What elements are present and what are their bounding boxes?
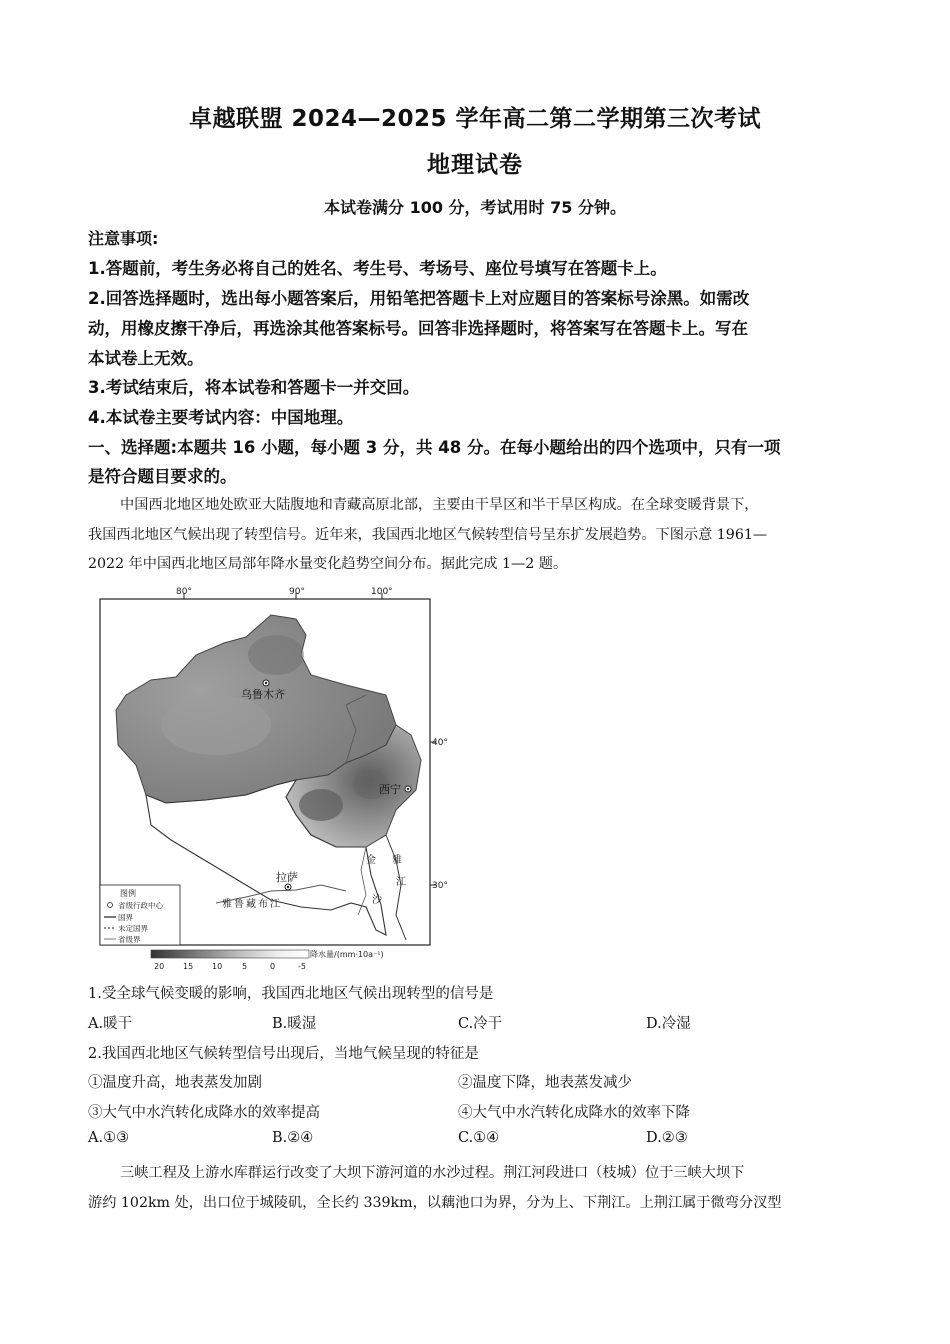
scale-tick: 20 bbox=[154, 962, 165, 971]
note-line: 1.答题前，考生务必将自己的姓名、考生号、考场号、座位号填写在答题卡上。 bbox=[88, 259, 667, 278]
precipitation-trend-map bbox=[96, 585, 448, 975]
city-label-lhasa: 拉萨 bbox=[276, 871, 298, 884]
scale-tick: -5 bbox=[298, 962, 306, 971]
section-heading: 是符合题目要求的。 bbox=[88, 467, 237, 486]
statement: ①温度升高，地表蒸发加剧 bbox=[88, 1075, 262, 1091]
lon-label: 80° bbox=[176, 587, 192, 597]
statement: ③大气中水汽转化成降水的效率提高 bbox=[88, 1105, 320, 1121]
city-label-urumqi: 乌鲁木齐 bbox=[241, 688, 285, 701]
exam-title: 卓越联盟 2024—2025 学年高二第二学期第三次考试 bbox=[188, 106, 762, 132]
scale-tick: 10 bbox=[212, 962, 223, 971]
passage-line: 三峡工程及上游水库群运行改变了大坝下游河道的水沙过程。荆江河段进口（枝城）位于三峡大坝下 bbox=[120, 1165, 745, 1181]
river-label: 沙 bbox=[372, 895, 382, 906]
note-line: 动，用橡皮擦干净后，再选涂其他答案标号。回答非选择题时，将答案写在答题卡上。写在 bbox=[88, 319, 748, 338]
passage-line: 中国西北地区地处欧亚大陆腹地和青藏高原北部，主要由干旱区和半干旱区构成。在全球变暖背景下， bbox=[120, 497, 759, 513]
lat-label: 40° bbox=[432, 738, 448, 748]
river-label: 雅鲁藏布江 bbox=[222, 899, 282, 910]
legend-item: 省级行政中心 bbox=[118, 901, 163, 910]
legend-item: 未定国界 bbox=[118, 924, 148, 933]
answer-option: C.①④ bbox=[458, 1130, 500, 1146]
statement: ④大气中水汽转化成降水的效率下降 bbox=[458, 1105, 690, 1121]
lon-label: 100° bbox=[371, 587, 393, 597]
city-label-xining: 西宁 bbox=[379, 783, 401, 796]
answer-option: D.冷湿 bbox=[646, 1016, 691, 1032]
notes-heading: 注意事项: bbox=[88, 229, 159, 248]
answer-option: A.暖干 bbox=[88, 1016, 133, 1032]
note-line: 3.考试结束后，将本试卷和答题卡一并交回。 bbox=[88, 378, 420, 397]
passage-line: 游约 102km 处，出口位于城陵矶，全长约 339km，以藕池口为界，分为上、下荆江。上荆江属于微弯分汊型 bbox=[88, 1195, 782, 1211]
answer-option: C.冷干 bbox=[458, 1016, 503, 1032]
legend-item: 省级界 bbox=[118, 935, 141, 944]
river-label: 金 bbox=[366, 855, 376, 866]
legend-title: 图例 bbox=[120, 889, 136, 898]
answer-option: D.②③ bbox=[646, 1130, 688, 1146]
section-heading: 一、选择题:本题共 16 小题，每小题 3 分，共 48 分。在每小题给出的四个选项中，只有一项 bbox=[88, 438, 781, 457]
note-line: 本试卷上无效。 bbox=[88, 349, 204, 368]
exam-subtitle: 地理试卷 bbox=[427, 152, 523, 178]
question-stem: 1.受全球气候变暖的影响，我国西北地区气候出现转型的信号是 bbox=[88, 986, 494, 1002]
lon-label: 90° bbox=[289, 587, 305, 597]
legend-item: 国界 bbox=[118, 913, 133, 922]
scale-tick: 0 bbox=[270, 962, 276, 971]
precipitation-scale-bar bbox=[151, 950, 309, 958]
lat-label: 30° bbox=[432, 881, 448, 891]
question-stem: 2.我国西北地区气候转型信号出现后，当地气候呈现的特征是 bbox=[88, 1046, 479, 1062]
exam-info: 本试卷满分 100 分，考试用时 75 分钟。 bbox=[324, 198, 626, 217]
answer-option: B.暖湿 bbox=[272, 1016, 317, 1032]
scale-tick: 15 bbox=[183, 962, 194, 971]
answer-option: B.②④ bbox=[272, 1130, 314, 1146]
scale-tick: 5 bbox=[242, 962, 248, 971]
passage-line: 2022 年中国西北地区局部年降水量变化趋势空间分布。据此完成 1—2 题。 bbox=[88, 556, 568, 572]
river-label: 雅 bbox=[392, 855, 402, 866]
answer-option: A.①③ bbox=[88, 1130, 130, 1146]
statement: ②温度下降，地表蒸发减少 bbox=[458, 1075, 632, 1091]
note-line: 2.回答选择题时，选出每小题答案后，用铅笔把答题卡上对应题目的答案标号涂黑。如需改 bbox=[88, 289, 750, 308]
river-label: 江 bbox=[396, 877, 406, 888]
scale-label: 降水量/(mm·10a⁻¹) bbox=[310, 950, 384, 959]
note-line: 4.本试卷主要考试内容：中国地理。 bbox=[88, 408, 354, 427]
passage-line: 我国西北地区气候出现了转型信号。近年来，我国西北地区气候转型信号呈东扩发展趋势。下图示意 1961— bbox=[88, 527, 768, 543]
